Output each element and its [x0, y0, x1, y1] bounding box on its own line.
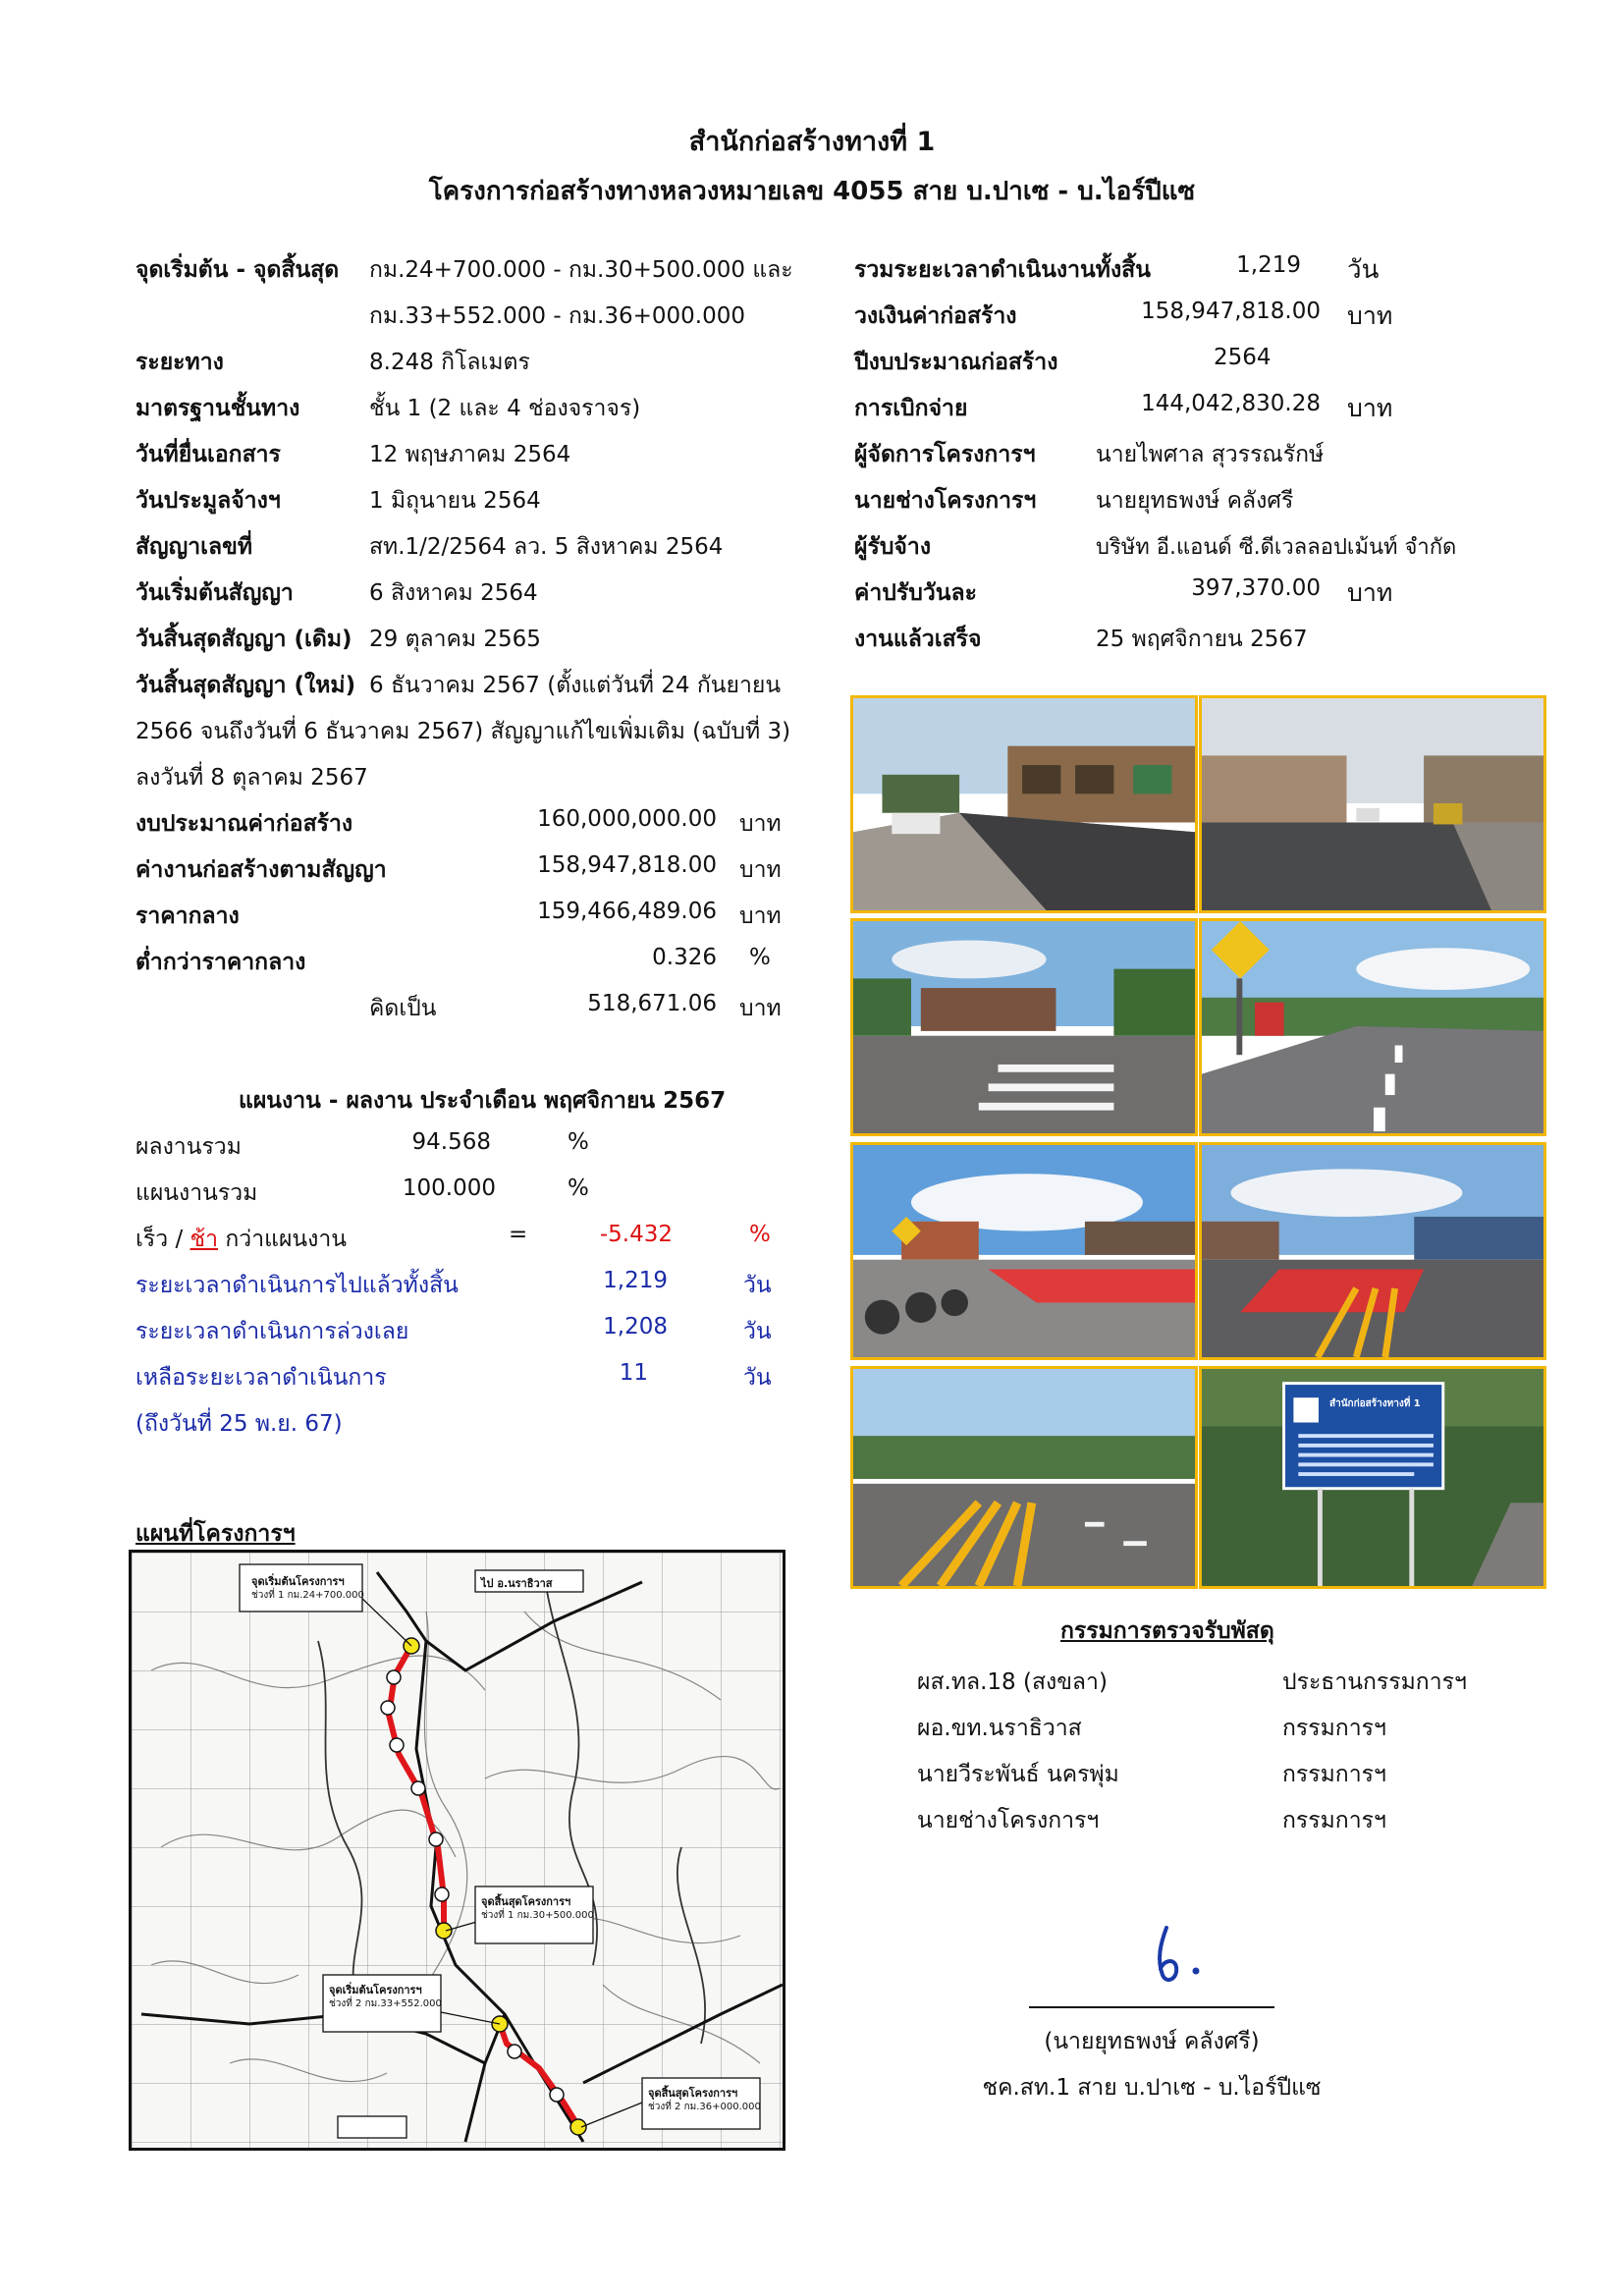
value-diff: -5.432 [599, 1222, 673, 1247]
label-contract-cost: ค่างานก่อสร้างตามสัญญา [135, 857, 387, 883]
label-budget: งบประมาณค่าก่อสร้าง [135, 811, 353, 837]
label-bid-date: วันประมูลจ้างฯ [135, 488, 281, 514]
value-contract-amount: 158,947,818.00 [1141, 299, 1321, 324]
committee-name-1: ผส.ทล.18 (สงขลา) [917, 1669, 1108, 1695]
label-completion: งานแล้วเสร็จ [854, 627, 982, 652]
committee-role-3: กรรมการฯ [1282, 1762, 1386, 1787]
label-standard: มาตรฐานชั้นทาง [135, 396, 300, 421]
label-diff [135, 1222, 347, 1257]
unit-remaining: วัน [743, 1365, 772, 1391]
label-as-of: (ถึงวันที่ 25 พ.ย. 67) [135, 1411, 343, 1437]
value-project-engineer: นายยุทธพงษ์ คลังศรี [1096, 488, 1294, 514]
value-submit-date: 12 พฤษภาคม 2564 [369, 442, 571, 467]
unit-daily-fine: บาท [1347, 578, 1393, 607]
label-project-manager: ผู้จัดการโครงการฯ [854, 442, 1036, 467]
label-contract-end-old: วันสิ้นสุดสัญญา (เดิม) [135, 627, 352, 652]
unit-contract-amount: บาท [1347, 301, 1393, 330]
map-end2-sub: ช่วงที่ 2 กม.36+000.000 [648, 2102, 761, 2112]
diff-equals: = [509, 1222, 528, 1247]
signer-position: ชค.สท.1 สาย บ.ปาเซ - บ.ไอร์ปีแซ [982, 2075, 1322, 2101]
label-elapsed: ระยะเวลาดำเนินการไปแล้วทั้งสิ้น [135, 1273, 459, 1298]
page-subtitle: โครงการก่อสร้างทางหลวงหมายเลข 4055 สาย บ.ปาเซ - บ.ไอร์ปีแซ [428, 177, 1196, 206]
value-contract-start: 6 สิงหาคม 2564 [369, 580, 538, 606]
unit-contract-cost: บาท [739, 857, 782, 883]
value-total-duration: 1,219 [1236, 252, 1301, 278]
unit-disbursement: บาท [1347, 394, 1393, 422]
unit-budget: บาท [739, 811, 782, 837]
label-diff-rest: กว่าแผนงาน [218, 1227, 348, 1252]
committee-heading: กรรมการตรวจรับพัสดุ [1060, 1618, 1274, 1644]
map-to-label: ไป อ.นราธิวาส [481, 1577, 553, 1590]
value-contract-cost: 158,947,818.00 [537, 852, 717, 878]
photo-road-5 [850, 1142, 1198, 1360]
committee-role-4: กรรมการฯ [1282, 1808, 1386, 1833]
value-contract-end-new-3: ลงวันที่ 8 ตุลาคม 2567 [135, 765, 368, 791]
signature-mark [1127, 1920, 1216, 1998]
label-contract-no: สัญญาเลขที่ [135, 534, 252, 560]
committee-name-4: นายช่างโครงการฯ [917, 1808, 1100, 1833]
label-daily-fine: ค่าปรับวันละ [854, 580, 977, 606]
value-equals: 518,671.06 [587, 991, 717, 1016]
label-median-price: ราคากลาง [135, 903, 240, 929]
committee-name-3: นายวีระพันธ์ นครพุ่ม [917, 1762, 1119, 1787]
photo-road-2 [1199, 695, 1546, 913]
committee-role-1: ประธานกรรมการฯ [1282, 1669, 1467, 1695]
value-remaining: 11 [619, 1360, 648, 1386]
unit-below-median: % [749, 945, 771, 970]
progress-heading: แผนงาน - ผลงาน ประจำเดือน พฤศจิกายน 2567 [239, 1088, 727, 1114]
label-contract-amount: วงเงินค่าก่อสร้าง [854, 303, 1017, 329]
label-contractor: ผู้รับจ้าง [854, 534, 932, 560]
value-budget: 160,000,000.00 [537, 806, 717, 832]
label-diff-fast: เร็ว / [135, 1227, 190, 1252]
signature-line [1029, 2006, 1274, 2008]
photo-project-sign [1199, 1366, 1546, 1589]
label-contract-start: วันเริ่มต้นสัญญา [135, 580, 294, 606]
label-distance: ระยะทาง [135, 350, 224, 375]
label-overdue: ระยะเวลาดำเนินการล่วงเลย [135, 1319, 409, 1344]
value-result: 94.568 [411, 1129, 491, 1155]
map-end1-sub: ช่วงที่ 1 กม.30+500.000 [481, 1910, 594, 1921]
unit-result: % [568, 1129, 589, 1155]
signer-name: (นายยุทธพงษ์ คลังศรี) [1044, 2029, 1260, 2054]
photo-road-7 [850, 1366, 1198, 1589]
value-contract-no: สท.1/2/2564 ลว. 5 สิงหาคม 2564 [369, 534, 724, 560]
unit-plan: % [568, 1175, 589, 1201]
project-map [129, 1550, 785, 2151]
unit-elapsed: วัน [743, 1273, 772, 1298]
committee-name-2: ผอ.ขท.นราธิวาส [917, 1716, 1082, 1741]
label-contract-end-new: วันสิ้นสุดสัญญา (ใหม่) [135, 673, 356, 698]
photo-road-1 [850, 695, 1198, 913]
photo-road-3 [850, 918, 1198, 1136]
map-start1-title: จุดเริ่มต้นโครงการฯ [251, 1575, 345, 1588]
sign-board-title: สำนักก่อสร้างทางที่ 1 [1329, 1398, 1421, 1409]
label-equals: คิดเป็น [369, 996, 437, 1021]
value-contract-end-old: 29 ตุลาคม 2565 [369, 627, 541, 652]
unit-overdue: วัน [743, 1319, 772, 1344]
map-start2-title: จุดเริ่มต้นโครงการฯ [329, 1984, 422, 1996]
unit-diff: % [749, 1222, 771, 1247]
value-standard: ชั้น 1 (2 และ 4 ช่องจราจร) [369, 396, 641, 421]
value-elapsed: 1,219 [603, 1268, 668, 1293]
label-diff-slow: ช้า [189, 1227, 219, 1252]
value-contract-end-new-2: 2566 จนถึงวันที่ 6 ธันวาคม 2567) สัญญาแก้ไขเพิ่มเติม (ฉบับที่ 3) [135, 719, 791, 744]
value-plan: 100.000 [402, 1175, 496, 1201]
value-fiscal-year: 2564 [1214, 345, 1272, 370]
value-distance: 8.248 กิโลเมตร [369, 350, 530, 375]
map-start1-sub: ช่วงที่ 1 กม.24+700.000 [251, 1590, 364, 1601]
label-fiscal-year: ปีงบประมาณก่อสร้าง [854, 350, 1058, 375]
map-end1-title: จุดสิ้นสุดโครงการฯ [481, 1895, 571, 1908]
value-daily-fine: 397,370.00 [1191, 575, 1321, 601]
value-contractor: บริษัท อี.แอนด์ ซี.ดีเวลลอปเม้นท์ จำกัด [1096, 535, 1457, 560]
map-end2-title: จุดสิ้นสุดโครงการฯ [648, 2087, 738, 2100]
photo-road-4 [1199, 918, 1546, 1136]
map-start2-sub: ช่วงที่ 2 กม.33+552.000 [329, 1998, 442, 2009]
label-disbursement: การเบิกจ่าย [854, 396, 968, 421]
value-start-end-2: กม.33+552.000 - กม.36+000.000 [369, 303, 746, 329]
label-start-end: จุดเริ่มต้น - จุดสิ้นสุด [135, 257, 340, 283]
value-start-end: กม.24+700.000 - กม.30+500.000 และ [369, 257, 793, 283]
label-remaining: เหลือระยะเวลาดำเนินการ [135, 1365, 387, 1391]
committee-role-2: กรรมการฯ [1282, 1716, 1386, 1741]
value-median-price: 159,466,489.06 [537, 899, 717, 924]
unit-median-price: บาท [739, 903, 782, 929]
page-title: สำนักก่อสร้างทางที่ 1 [688, 127, 936, 157]
value-contract-end-new-1: 6 ธันวาคม 2567 (ตั้งแต่วันที่ 24 กันยายน [369, 673, 782, 698]
label-below-median: ต่ำกว่าราคากลาง [135, 950, 306, 975]
unit-equals: บาท [739, 996, 782, 1021]
value-project-manager: นายไพศาล สุวรรณรักษ์ [1096, 442, 1325, 467]
label-total-duration: รวมระยะเวลาดำเนินงานทั้งสิ้น [854, 257, 1151, 283]
label-submit-date: วันที่ยื่นเอกสาร [135, 442, 281, 467]
label-project-engineer: นายช่างโครงการฯ [854, 488, 1037, 514]
value-bid-date: 1 มิถุนายน 2564 [369, 488, 541, 514]
value-completion: 25 พฤศจิกายน 2567 [1096, 627, 1308, 652]
value-below-median: 0.326 [652, 945, 717, 970]
label-plan: แผนงานรวม [135, 1180, 258, 1206]
map-graphic [132, 1553, 783, 2148]
value-disbursement: 144,042,830.28 [1141, 391, 1321, 416]
unit-total-duration: วัน [1347, 255, 1380, 285]
photo-road-6 [1199, 1142, 1546, 1360]
label-result: ผลงานรวม [135, 1134, 242, 1160]
value-overdue: 1,208 [603, 1314, 668, 1339]
map-heading: แผนที่โครงการฯ [135, 1521, 296, 1547]
